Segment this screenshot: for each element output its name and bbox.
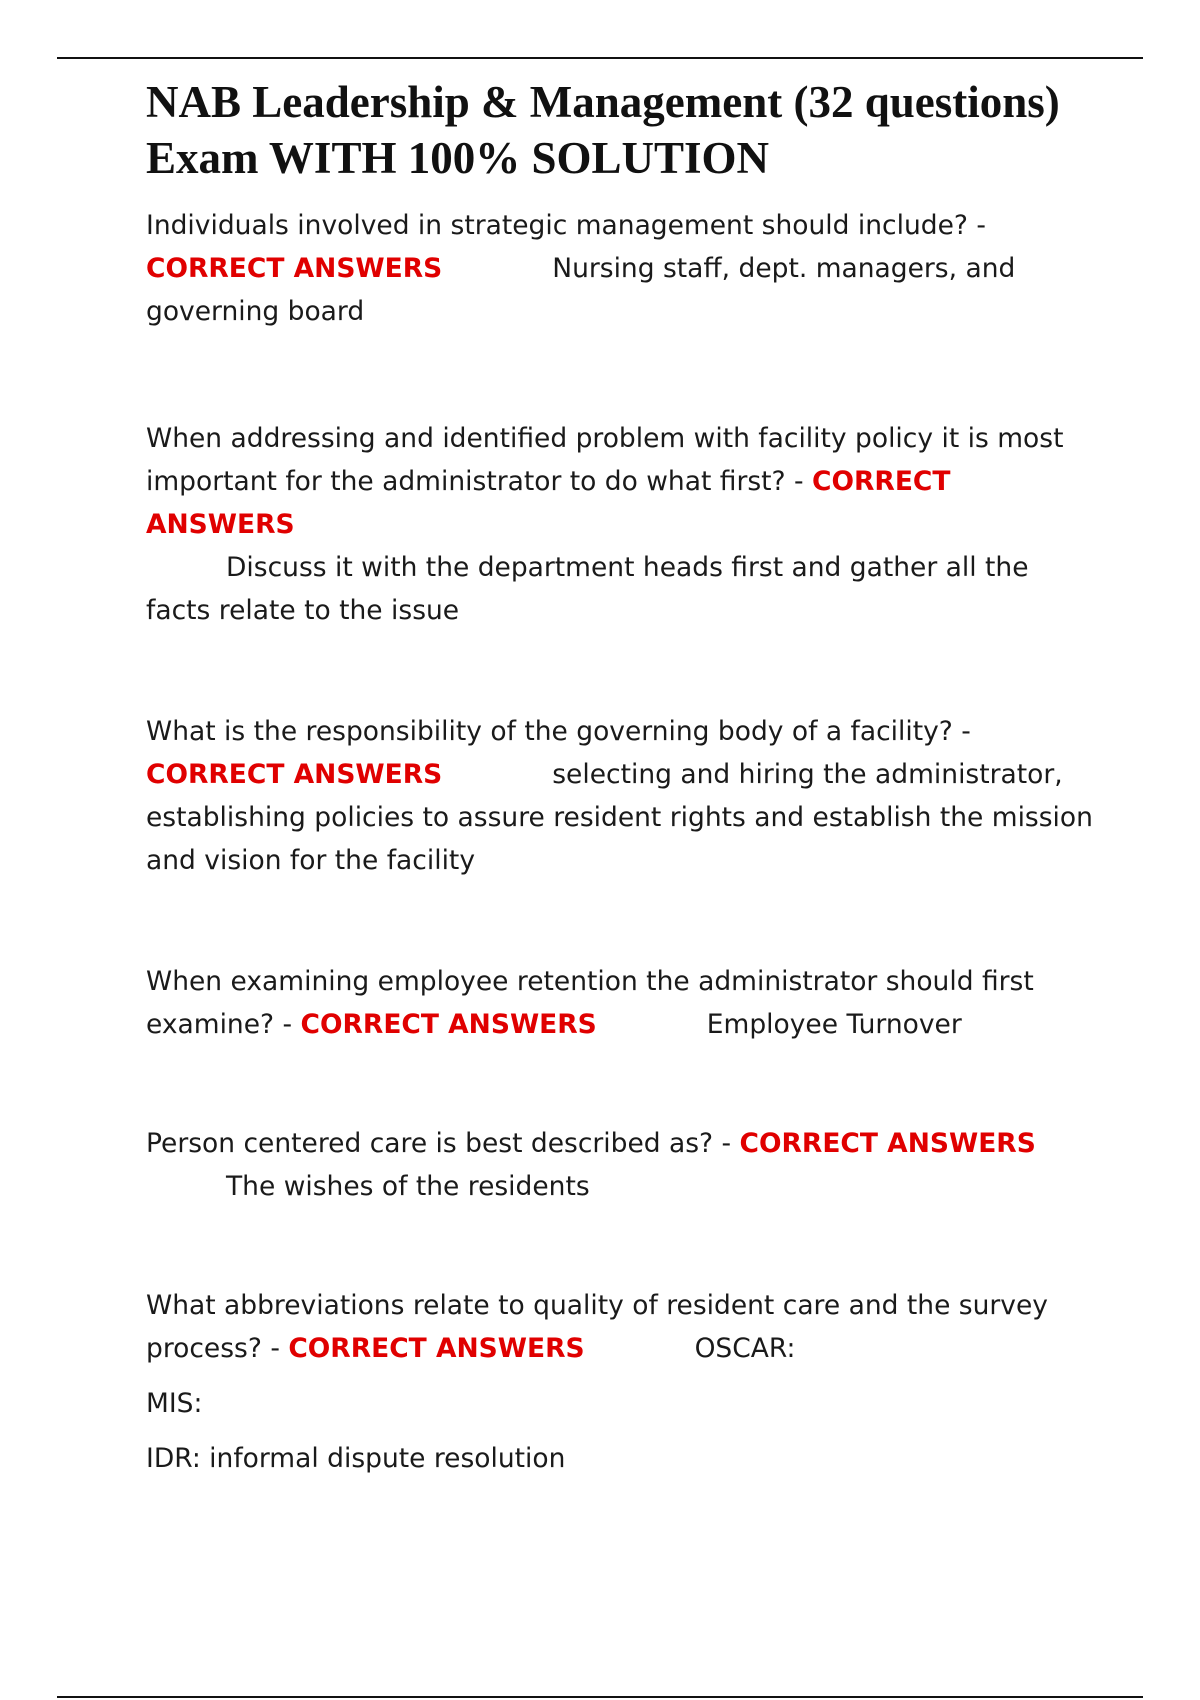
document-body xyxy=(146,74,1096,1480)
correct-answers-marker: CORRECT ANSWERS xyxy=(146,759,443,790)
correct-answers-marker: CORRECT ANSWERS xyxy=(739,1128,1036,1159)
answer-text: Discuss it with the department heads first and gather all the facts relate to the issue xyxy=(146,552,1029,626)
qa-item xyxy=(146,417,1096,632)
qa-item xyxy=(146,1122,1096,1208)
correct-answers-marker: CORRECT ANSWERS xyxy=(288,1333,585,1364)
answer-text: OSCAR: xyxy=(694,1333,796,1364)
qa-text xyxy=(146,710,1096,882)
correct-answers-marker: CORRECT ANSWERS xyxy=(146,466,951,540)
qa-item xyxy=(146,204,1096,333)
question-text: Person centered care is best described as? - xyxy=(146,1128,732,1159)
correct-answers-marker: CORRECT ANSWERS xyxy=(300,1009,597,1040)
qa-item xyxy=(146,1284,1096,1480)
answer-text: Employee Turnover xyxy=(706,1009,962,1040)
top-rule xyxy=(57,57,1143,59)
abbreviation-line: MIS: xyxy=(146,1388,203,1419)
abbreviation-line: IDR: informal dispute resolution xyxy=(146,1443,566,1474)
qa-text xyxy=(146,204,1096,333)
question-text: What abbreviations relate to quality of resident care and the survey process? - xyxy=(146,1290,1048,1364)
answer-text: Nursing staff, dept. managers, and governing board xyxy=(146,253,1016,327)
answer-text: The wishes of the residents xyxy=(226,1171,590,1202)
qa-text xyxy=(146,960,1096,1046)
qa-item xyxy=(146,960,1096,1046)
qa-text xyxy=(146,1284,1096,1370)
qa-text xyxy=(146,417,1096,632)
question-text: When addressing and identified problem with facility policy it is most important for the administrator to do what first? - xyxy=(146,423,1064,497)
qa-text xyxy=(146,1122,1096,1208)
correct-answers-marker: CORRECT ANSWERS xyxy=(146,253,443,284)
bottom-rule xyxy=(57,1696,1143,1698)
question-text: Individuals involved in strategic management should include? - xyxy=(146,210,986,241)
question-text: When examining employee retention the administrator should first examine? - xyxy=(146,966,1034,1040)
qa-item xyxy=(146,710,1096,882)
question-text: What is the responsibility of the governing body of a facility? - xyxy=(146,716,971,747)
document-title: NAB Leadership & Management (32 questions) Exam WITH 100% SOLUTION xyxy=(146,77,1060,183)
answer-text: selecting and hiring the administrator, establishing policies to assure resident rights and establish the mission and vision for the facility xyxy=(146,759,1093,876)
